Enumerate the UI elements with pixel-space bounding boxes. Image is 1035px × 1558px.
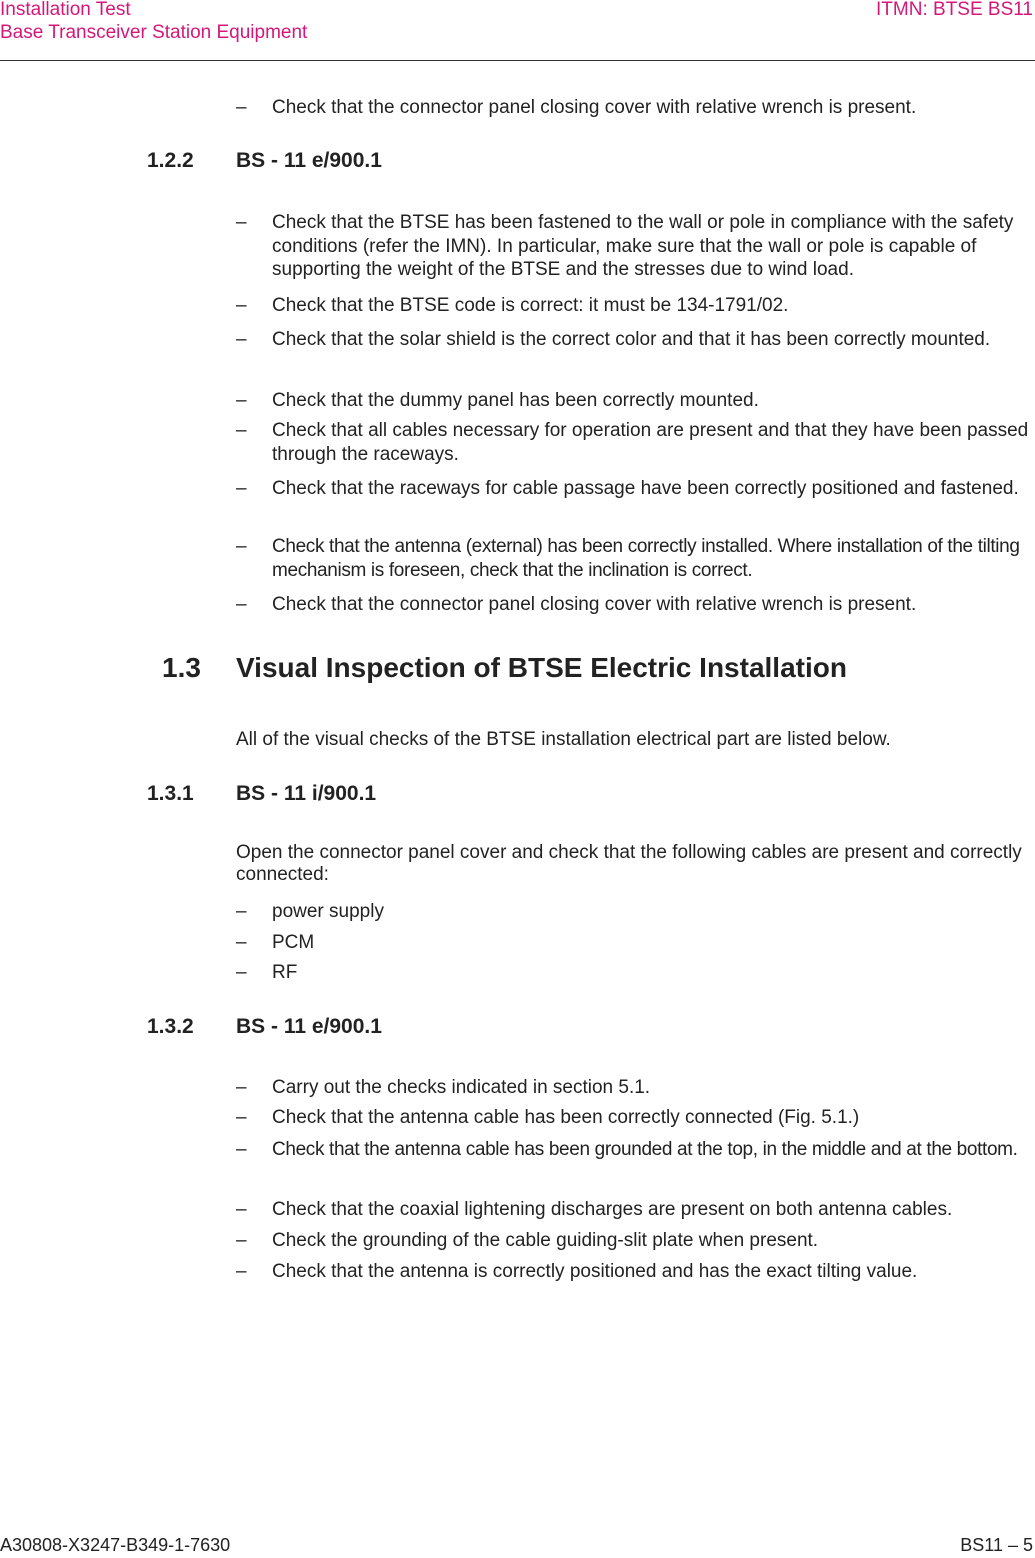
page-header-title [0, 0, 307, 44]
section-intro: Open the connector panel cover and check that the following cables are present and correctly connected: [236, 842, 1022, 885]
section-title: BS - 11 i/900.1 [236, 782, 377, 805]
list-item [236, 931, 1031, 955]
list-dash: – [236, 390, 247, 411]
list-item-text: Check that the BTSE code is correct: it must be 134-1791/02. [272, 295, 789, 316]
footer-page-number: BS11 – 5 [960, 1535, 1033, 1555]
footer-doc-number: A30808-X3247-B349-1-7630 [0, 1535, 231, 1555]
section-title: BS - 11 e/900.1 [236, 1015, 382, 1038]
list-item [236, 961, 1031, 985]
list-item-text: Check that the BTSE has been fastened to the wall or pole in compliance with the safety conditions (refer the IMN). In particular, make sure that the wall or pole is capable of supporting the weight of the BTSE and the stresses due to wind load. [272, 212, 1014, 280]
list-item-text: power supply [272, 901, 384, 922]
list-item [236, 1229, 1031, 1253]
header-divider [0, 60, 1035, 61]
list-item-text: RF [272, 962, 298, 983]
list-dash: – [236, 1139, 247, 1160]
list-item [236, 1076, 1031, 1100]
list-item-text: Carry out the checks indicated in section 5.1. [272, 1077, 651, 1098]
header-title-line-1: Installation Test [0, 0, 131, 20]
list-item [236, 211, 1031, 282]
list-item-text: PCM [272, 932, 315, 953]
list-item [236, 593, 1031, 617]
list-item-text: Check that the antenna is correctly positioned and has the exact tilting value. [272, 1261, 918, 1282]
list-item [236, 900, 1031, 924]
list-item-text: Check that all cables necessary for operation are present and that they have been passed through the raceways. [272, 420, 1029, 465]
section-heading-1-3-2 [147, 1015, 382, 1039]
list-item [236, 389, 1031, 413]
list-dash: – [236, 212, 247, 233]
list-item [236, 535, 1031, 582]
list-item-text: Check that the antenna (external) has been correctly installed. Where installation of the tilting mechanism is foreseen, check that the inclination is correct. [272, 536, 1020, 581]
list-dash: – [236, 962, 247, 983]
list-item-text: Check that the dummy panel has been correctly mounted. [272, 390, 759, 411]
list-dash: – [236, 295, 247, 316]
list-dash: – [236, 932, 247, 953]
section-heading-1-3 [162, 652, 847, 684]
header-doc-id: ITMN: BTSE BS11 [876, 0, 1033, 20]
section-title: Visual Inspection of BTSE Electric Installation [236, 652, 847, 683]
list-item [236, 419, 1031, 466]
list-item-text: Check that the raceways for cable passage have been correctly positioned and fastened. [272, 478, 1019, 499]
list-dash: – [236, 420, 247, 441]
list-item-text: Check that the antenna cable has been grounded at the top, in the middle and at the bottom. [272, 1139, 1018, 1160]
list-item [236, 1260, 1031, 1284]
list-item [236, 1198, 1031, 1222]
list-dash: – [236, 1230, 247, 1251]
list-dash: – [236, 97, 247, 118]
list-item-text: Check that the antenna cable has been correctly connected (Fig. 5.1.) [272, 1107, 860, 1128]
section-number: 1.3 [162, 652, 201, 683]
list-dash: – [236, 1077, 247, 1098]
list-item-text: Check that the solar shield is the correct color and that it has been correctly mounted. [272, 329, 991, 350]
header-title-line-2: Base Transceiver Station Equipment [0, 22, 308, 43]
list-dash: – [236, 594, 247, 615]
list-item [236, 96, 1031, 120]
list-item-text: Check that the connector panel closing cover with relative wrench is present. [272, 594, 917, 615]
section-number: 1.2.2 [147, 149, 194, 172]
section-number: 1.3.1 [147, 782, 194, 805]
list-item-text: Check that the connector panel closing cover with relative wrench is present. [272, 97, 917, 118]
list-item [236, 1138, 1031, 1162]
list-item [236, 477, 1031, 501]
list-item [236, 1106, 1031, 1130]
section-title: BS - 11 e/900.1 [236, 149, 382, 172]
list-item [236, 328, 1031, 352]
list-item-text: Check the grounding of the cable guiding-slit plate when present. [272, 1230, 819, 1251]
list-dash: – [236, 1199, 247, 1220]
list-dash: – [236, 1107, 247, 1128]
section-heading-1-3-1 [147, 782, 376, 806]
list-dash: – [236, 478, 247, 499]
list-item-text: Check that the coaxial lightening discharges are present on both antenna cables. [272, 1199, 953, 1220]
section-intro: All of the visual checks of the BTSE installation electrical part are listed below. [236, 729, 891, 750]
list-dash: – [236, 536, 247, 557]
section-heading-1-2-2 [147, 149, 382, 173]
list-dash: – [236, 329, 247, 350]
section-number: 1.3.2 [147, 1015, 194, 1038]
list-item [236, 294, 1031, 318]
list-dash: – [236, 901, 247, 922]
list-dash: – [236, 1261, 247, 1282]
